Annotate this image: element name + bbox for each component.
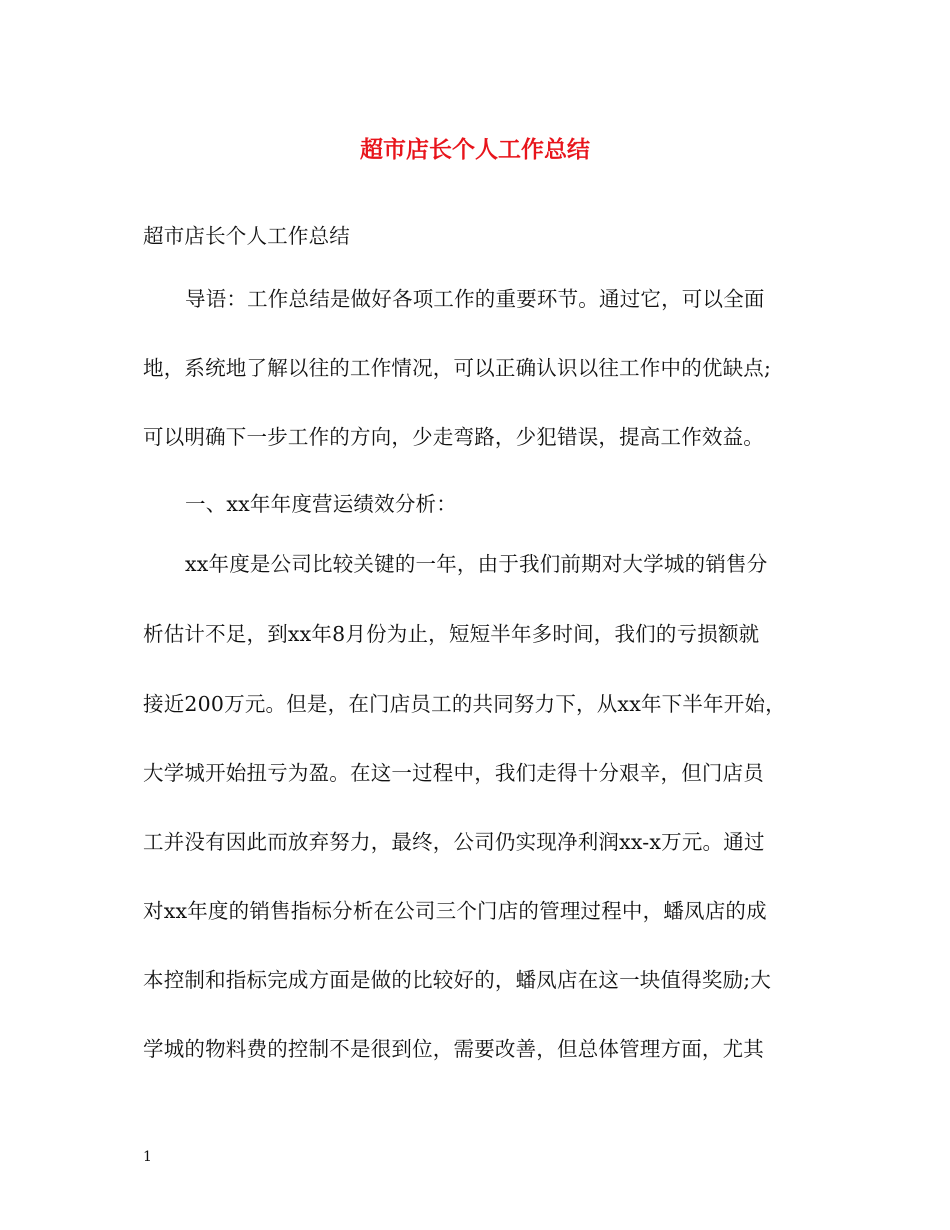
text-line: 本控制和指标完成方面是做的比较好的，蟠凤店在这一块值得奖励;大 — [143, 968, 772, 992]
text-line: 接近200万元。但是，在门店员工的共同努力下，从xx年下半年开始， — [143, 692, 786, 716]
text-line: xx年度是公司比较关键的一年，由于我们前期对大学城的销售分 — [185, 552, 768, 576]
text-line: 学城的物料费的控制不是很到位，需要改善，但总体管理方面，尤其 — [143, 1037, 764, 1061]
text-line: 工并没有因此而放弃努力，最终，公司仍实现净利润xx-x万元。通过 — [143, 830, 765, 854]
subtitle-line: 超市店长个人工作总结 — [143, 224, 350, 248]
text-line: 大学城开始扭亏为盈。在这一过程中，我们走得十分艰辛，但门店员 — [143, 761, 764, 785]
page-number: 1 — [143, 1149, 152, 1165]
section-heading: 一、xx年年度营运绩效分析： — [185, 492, 457, 516]
text-line: 可以明确下一步工作的方向，少走弯路，少犯错误，提高工作效益。 — [143, 425, 764, 449]
text-line: 地，系统地了解以往的工作情况，可以正确认识以往工作中的优缺点; — [143, 356, 772, 380]
text-line: 析估计不足，到xx年8月份为止，短短半年多时间，我们的亏损额就 — [143, 622, 760, 646]
document-title: 超市店长个人工作总结 — [360, 136, 590, 163]
text-line: 对xx年度的销售指标分析在公司三个门店的管理过程中，蟠凤店的成 — [143, 899, 767, 923]
text-line: 导语：工作总结是做好各项工作的重要环节。通过它，可以全面 — [185, 287, 765, 311]
